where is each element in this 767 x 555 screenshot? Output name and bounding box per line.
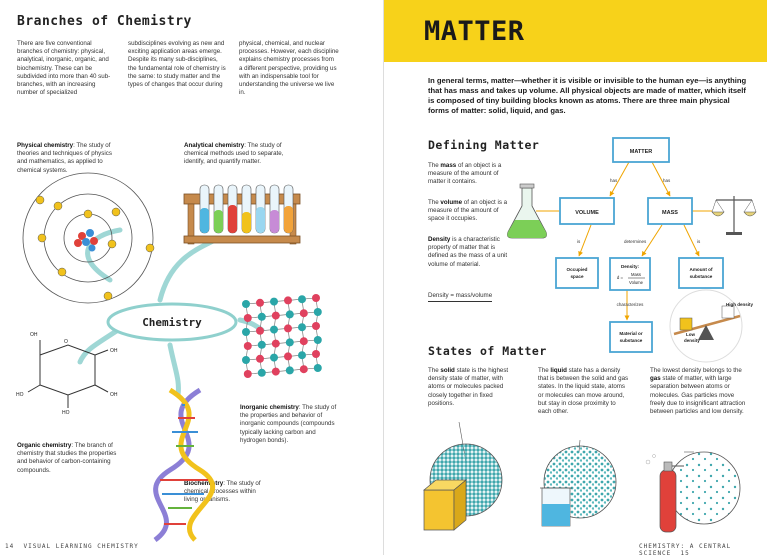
matter-title: MATTER	[424, 16, 525, 47]
liquid-desc-a: The	[538, 367, 551, 374]
chemistry-center-label: Chemistry	[142, 316, 202, 329]
low-density-label-2: density	[684, 338, 700, 343]
states-of-matter-title: States of Matter	[428, 344, 547, 358]
volume-def-term: volume	[440, 199, 463, 206]
lattice-atom	[244, 342, 252, 350]
liquid-desc-term: liquid	[550, 367, 567, 374]
low-density-label-1: Low	[686, 332, 695, 337]
lattice-atom	[312, 294, 320, 302]
lattice-atom	[284, 296, 292, 304]
gas-desc-a: The lowest density belongs to the	[650, 367, 742, 374]
amount-label-2: substance	[689, 274, 713, 279]
defining-matter-title: Defining Matter	[428, 138, 540, 152]
branches-illustration	[0, 0, 383, 555]
amount-label-1: Amount of	[689, 267, 713, 272]
lattice-atom	[258, 369, 266, 377]
liquid-desc-b: state has a density that is between the solid and gas states. In the liquid state, atoms or molecules can move around, but stay in close proximity to each other.	[538, 367, 629, 416]
occupied-label-1: Occupied	[566, 267, 588, 272]
atom-icon	[23, 173, 154, 303]
gas-desc-b: state of matter, with large separation between atoms or molecules. Gas particles move freely due to insignificant attraction between particles and low density.	[650, 375, 746, 416]
density-node-label: Density:	[620, 264, 640, 269]
lattice-atom	[270, 354, 278, 362]
volume-def-b: of an object is a measure of the amount of space it occupies.	[428, 199, 508, 223]
sugar-label-oh1: OH	[30, 332, 38, 338]
gas-desc-term: gas	[650, 375, 661, 383]
solid-cube-icon	[424, 480, 466, 530]
gas-particles-circle	[668, 452, 740, 524]
lattice-atom	[270, 298, 278, 306]
lattice-atom	[256, 327, 264, 335]
inorganic-term: Inorganic chemistry	[240, 404, 299, 411]
lattice-atom	[300, 365, 308, 373]
sugar-label-oh2: OH	[110, 348, 118, 354]
sugar-label-ho2: HO	[62, 410, 70, 416]
lattice-atom	[312, 350, 320, 358]
matter-intro-end: .	[563, 106, 566, 115]
lattice-atom	[242, 300, 250, 308]
characterizes-label: characterizes	[616, 302, 644, 307]
physical-text: : The study of theories and techniques of physics and mathematics, as applied to chemical systems.	[17, 142, 112, 174]
node-volume-label: VOLUME	[575, 210, 599, 216]
density-fraction-bottom: Volume	[629, 280, 643, 285]
lattice-atom	[272, 312, 280, 320]
right-footer-text: CHEMISTRY: A CENTRAL SCIENCE	[639, 543, 732, 555]
density-formula: Density = mass/volume	[428, 292, 492, 302]
lattice-atom	[270, 326, 278, 334]
right-page	[384, 0, 767, 555]
solid-desc-term: solid	[440, 367, 455, 374]
lattice-atom	[298, 323, 306, 331]
lattice-atom	[258, 341, 266, 349]
lattice-atom	[286, 366, 294, 374]
intro-column-1: There are five conventional branches of chemistry: physical, analytical, inorganic, organic, and biochemistry. These can be subdivided into more than 40 sub-branches, with an increasing number of specialized	[17, 40, 111, 97]
states-illustration	[384, 0, 767, 555]
intro-column-2: subdisciplines evolving as new and exciting application areas emerge. Despite its many sub-disciplines, the fundamental role of chemistry is the same: to study matter and the types of changes that occur during	[128, 40, 226, 89]
lattice-atom	[314, 364, 322, 372]
density-d-label: d =	[616, 275, 624, 280]
beaker-icon	[540, 488, 572, 526]
left-footer-text: VISUAL LEARNING CHEMISTRY	[23, 543, 139, 550]
mass-def-a: The	[428, 162, 441, 169]
lattice-atom	[256, 299, 264, 307]
lattice-atom	[284, 324, 292, 332]
density-def-term: Density	[428, 236, 451, 243]
mass-def-b: of an object is a measure of the amount of matter it contains.	[428, 162, 502, 186]
occupied-label-2: space	[570, 274, 584, 279]
connector-analytical	[160, 240, 215, 300]
has-label-1: has	[610, 178, 618, 183]
node-matter-label: MATTER	[629, 149, 653, 155]
organic-term: Organic chemistry	[17, 442, 72, 449]
density-def-b: is a characteristic property of matter that is defined as the mass of a unit volume of material.	[428, 236, 508, 268]
node-mass-label: MASS	[662, 210, 678, 216]
crystal-lattice-icon	[242, 294, 322, 378]
dna-helix-icon	[155, 390, 213, 540]
density-fraction-top: Mass	[630, 272, 642, 277]
branches-title: Branches of Chemistry	[17, 14, 192, 29]
lattice-atom	[286, 310, 294, 318]
matter-intro-atoms: atoms	[595, 96, 619, 105]
solid-desc-b: state is the highest density state of matter, with atoms or molecules packed closely together in fixed positions.	[428, 367, 509, 407]
solid-desc-a: The	[428, 367, 441, 374]
volume-def-a: The	[428, 199, 441, 206]
lattice-atom	[312, 322, 320, 330]
determines-label: determines	[624, 239, 647, 244]
matter-intro-forms: solid, liquid, and gas	[488, 106, 564, 115]
connector-organic	[80, 330, 118, 362]
is-label-2: is	[697, 239, 701, 244]
lattice-atom	[314, 308, 322, 316]
lattice-atom	[286, 338, 294, 346]
lattice-atom	[298, 351, 306, 359]
lattice-atom	[258, 313, 266, 321]
lattice-atom	[272, 368, 280, 376]
lattice-atom	[298, 295, 306, 303]
analytical-text: : The study of chemical methods used to separate, identify, and quantify matter.	[184, 142, 284, 166]
matter-intro-a: In general terms, matter—whether it is visible or invisible to the human eye—is anything that has mass and takes up volume. All physical objects are made of matter, which itself is composed of tiny building blocks known as	[428, 76, 747, 105]
inorganic-text: : The study of the properties and behavior of inorganic compounds (compounds typically lacking carbon and hydrogen bonds).	[240, 404, 337, 444]
mass-def-term: mass	[440, 162, 457, 169]
has-label-2: has	[663, 178, 671, 183]
lattice-atom	[272, 340, 280, 348]
high-density-label: High density	[726, 302, 754, 307]
lattice-atom	[300, 337, 308, 345]
biochemistry-text: : The study of chemical processes within living organisms.	[184, 480, 261, 504]
left-page-number: 14	[5, 543, 15, 550]
left-footer	[5, 543, 139, 550]
material-label-1: Material or	[619, 331, 643, 336]
lattice-atom	[242, 328, 250, 336]
sugar-label-oh3: OH	[110, 392, 118, 398]
intro-column-3: physical, chemical, and nuclear processes. However, each discipline explains chemistry processes from a different perspective, providing us with an indispensable tool for understanding the universe we live in.	[239, 40, 339, 97]
left-page	[0, 0, 383, 555]
biochemistry-term: Biochemistry	[184, 480, 224, 487]
connector-biochemistry	[170, 345, 178, 395]
test-tube-rack-icon	[184, 185, 300, 244]
lattice-atom	[244, 314, 252, 322]
physical-term: Physical chemistry	[17, 142, 74, 149]
lattice-atom	[314, 336, 322, 344]
sugar-label-o: O	[64, 339, 68, 345]
right-page-number: 15	[680, 550, 690, 555]
right-footer	[639, 543, 767, 555]
lattice-atom	[284, 352, 292, 360]
material-label-2: substance	[619, 338, 643, 343]
lattice-atom	[242, 356, 250, 364]
matter-intro-b: . There are three main physical forms of matter:	[428, 96, 730, 115]
is-label-1: is	[577, 239, 581, 244]
lattice-atom	[244, 370, 252, 378]
organic-text: : The branch of chemistry that studies the properties and behavior of carbon-containing compounds.	[17, 442, 117, 474]
sugar-label-ho1: HO	[16, 392, 24, 398]
glucose-ring-icon	[28, 340, 108, 408]
lattice-atom	[256, 355, 264, 363]
analytical-term: Analytical chemistry	[184, 142, 245, 149]
lattice-atom	[300, 309, 308, 317]
